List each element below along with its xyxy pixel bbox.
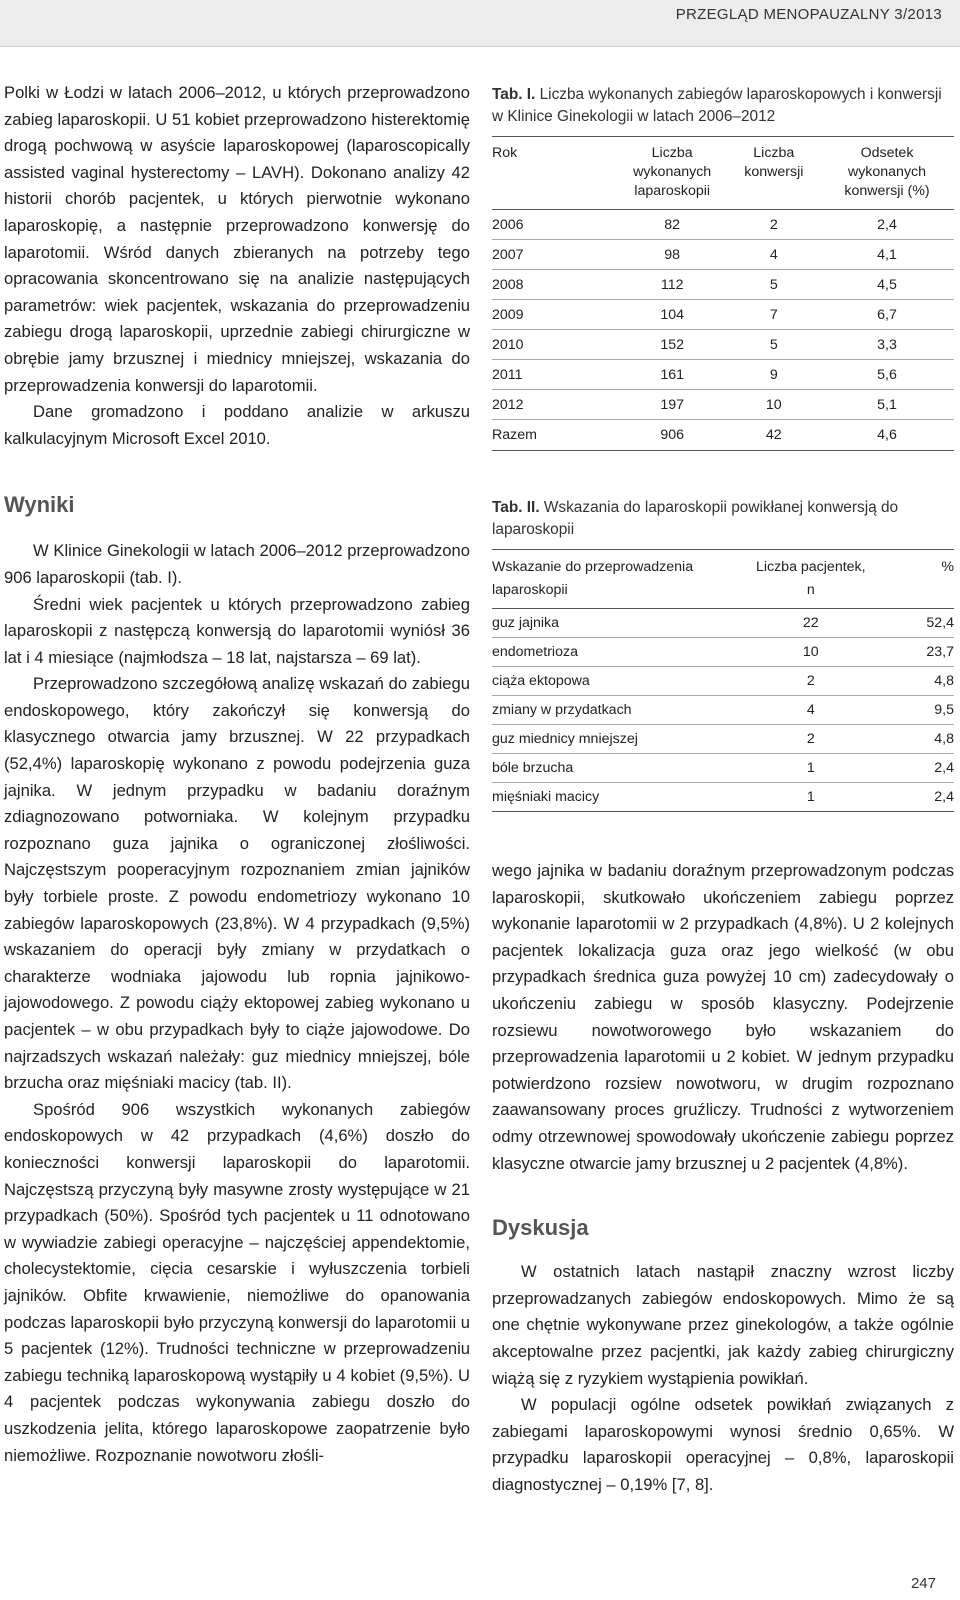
table2-row <box>492 667 954 696</box>
table1-label: Tab. I. <box>492 86 536 103</box>
intro-paragraph: Polki w Łodzi w latach 2006–2012, u których przeprowadzono zabieg laparoskopii. U 51 kobiet przeprowadzono histerektomię drogą pochwową w asyście laparoskopowej (laparoscopically assisted vaginal hysterectomy – LAVH). Dokonano analizy 42 historii chorób pacjentek, u których pierwotnie wykonano laparoskopię, a następnie przeprowadzono konwersję do laparotomii. Wśród danych zbieranych na potrzeby tego opracowania skoncentrowano się na analizie następujących parametrów: wiek pacjentek, wskazania do przeprowadzeniu zabiegu drogą laparoskopii, uprzednie zabiegi chirurgiczne w obrębie jamy brzusznej i miednicy mniejszej, wskazania do przeprowadzenia konwersji do laparotomii. <box>4 83 470 395</box>
table2-count-cell: 10 <box>751 638 871 667</box>
table2-percent-cell: 52,4 <box>871 609 954 638</box>
table1-header-cell: Rok <box>492 137 617 210</box>
table2-indication-cell: endometrioza <box>492 638 751 667</box>
table1-row <box>492 360 954 390</box>
table2-count-cell: 4 <box>751 696 871 725</box>
table2-row <box>492 783 954 812</box>
table2-percent-cell: 2,4 <box>871 754 954 783</box>
table1-count-cell: 197 <box>617 390 728 420</box>
table1-conversion-cell: 7 <box>728 300 820 330</box>
table2-caption-text: Wskazania do laparoskopii powikłanej konwersją do laparoskopii <box>492 499 899 538</box>
table1-count-cell: 161 <box>617 360 728 390</box>
right-column <box>492 84 954 1498</box>
discussion-paragraph: W ostatnich latach nastąpił znaczny wzrost liczby przeprowadzanych zabiegów endoskopowych. Mimo że są one chętnie wykonywane przez ginekologów, a także ogólnie akceptowalne przez pacjentki, jak każdy zabieg chirurgiczny wiążą się z ryzykiem wystąpienia powikłań. <box>492 1262 954 1388</box>
table1-total-count: 906 <box>617 420 728 451</box>
table1-year-cell: 2008 <box>492 270 617 300</box>
results-paragraph: W Klinice Ginekologii w latach 2006–2012 przeprowadzono 906 laparoskopii (tab. I). <box>4 541 470 587</box>
table2-indication-cell: mięśniaki macicy <box>492 783 751 812</box>
table1-conversion-cell: 5 <box>728 330 820 360</box>
table2-header-cell: Wskazanie do przeprowadzenia laparoskopii <box>492 550 751 609</box>
table1-percent-cell: 5,6 <box>820 360 954 390</box>
table1-year-cell: 2010 <box>492 330 617 360</box>
table2-indication-cell: guz miednicy mniejszej <box>492 725 751 754</box>
table1 <box>492 136 954 451</box>
table1-row <box>492 240 954 270</box>
intro-paragraph: Dane gromadzono i poddano analizie w arkuszu kalkulacyjnym Microsoft Excel 2010. <box>4 402 470 448</box>
table1-percent-cell: 5,1 <box>820 390 954 420</box>
table2-indication-cell: ciąża ektopowa <box>492 667 751 696</box>
table1-percent-cell: 2,4 <box>820 210 954 240</box>
results-heading: Wyniki <box>4 492 75 518</box>
table1-year-cell: 2006 <box>492 210 617 240</box>
table2-percent-cell: 4,8 <box>871 725 954 754</box>
table1-year-cell: 2007 <box>492 240 617 270</box>
table1-total-percent: 4,6 <box>820 420 954 451</box>
table1-row <box>492 300 954 330</box>
table2-count-cell: 22 <box>751 609 871 638</box>
table1-year-cell: 2009 <box>492 300 617 330</box>
journal-header <box>0 0 960 47</box>
table2-row <box>492 696 954 725</box>
table1-total-row <box>492 420 954 451</box>
table1-header-cell: Liczba konwersji <box>728 137 820 210</box>
table1-conversion-cell: 2 <box>728 210 820 240</box>
table1-percent-cell: 4,1 <box>820 240 954 270</box>
table1-total-conversion: 42 <box>728 420 820 451</box>
table1-caption <box>492 84 954 128</box>
table2-indication-cell: guz jajnika <box>492 609 751 638</box>
table2-header-cell: % <box>871 550 954 609</box>
continuation-paragraph: wego jajnika w badaniu doraźnym przeprowadzonym podczas laparoskopii, skutkowało ukończeniem zabiegu poprzez wykonanie laparotomii w 2 przypadkach (4,8%). U 2 kolejnych pacjentek lokalizacja guza oraz jego wielkość (w obu przypadkach średnica guza powyżej 10 cm) zadecydowały o ukończeniu zabiegu w sposób klasyczny. Podejrzenie rozsiewu nowotworowego było wskazaniem do przeprowadzenia laparotomii u 2 kobiet. W jednym przypadku potwierdzono rozsiew nowotworu, w drugim rozpoznano zaawansowany proces gruźliczy. Trudności z wytworzeniem odmy otrzewnowej spowodowały ukończenie zabiegu poprzez klasyczne otwarcie jamy brzusznej u 2 pacjentek (4,8%). <box>492 861 954 1173</box>
table1-header-cell: Liczba wykonanych laparoskopii <box>617 137 728 210</box>
table2-count-cell: 2 <box>751 725 871 754</box>
table1-percent-cell: 4,5 <box>820 270 954 300</box>
table2-row <box>492 754 954 783</box>
table1-row <box>492 210 954 240</box>
table1-count-cell: 104 <box>617 300 728 330</box>
journal-title: PRZEGLĄD MENOPAUZALNY 3/2013 <box>675 6 942 23</box>
table2-indication-cell: bóle brzucha <box>492 754 751 783</box>
discussion-heading: Dyskusja <box>492 1215 589 1241</box>
table1-count-cell: 98 <box>617 240 728 270</box>
table2-row <box>492 725 954 754</box>
table2-header-cell: Liczba pacjentek, n <box>751 550 871 609</box>
left-column <box>4 80 470 1469</box>
table2-row <box>492 638 954 667</box>
table1-row <box>492 390 954 420</box>
table1-header-row <box>492 137 954 210</box>
table2-count-cell: 1 <box>751 783 871 812</box>
table1-row <box>492 330 954 360</box>
results-paragraph: Spośród 906 wszystkich wykonanych zabiegów endoskopowych w 42 przypadkach (4,6%) doszło do konieczności konwersji laparoskopii do laparotomii. Najczęstszą przyczyną były masywne zrosty występujące w 21 przypadkach (50%). Spośród tych pacjentek u 11 odnotowano w wywiadzie zabiegi operacyjne – najczęściej appendektomie, cholecystektomie, cięcia cesarskie i wyłuszczenia torbieli jajników. Obfite krwawienie, niemożliwe do opanowania podczas laparoskopii było przyczyną konwersji do laparotomii u 5 pacjentek (12%). Trudności techniczne w przeprowadzeniu zabiegu techniką laparoskopową wystąpiły u 4 kobiet (9,5%). U 4 pacjentek podczas wykonywania zabiegu doszło do uszkodzenia jelita, którego laparoskopowe zaopatrzenie było niemożliwe. Rozpoznanie nowotworu złośli- <box>4 1099 470 1465</box>
table1-count-cell: 152 <box>617 330 728 360</box>
table1-count-cell: 112 <box>617 270 728 300</box>
table1-year-cell: 2011 <box>492 360 617 390</box>
results-paragraph: Średni wiek pacjentek u których przeprowadzono zabieg laparoskopii z następczą konwersją do laparotomii wyniósł 36 lat i 4 miesiące (najmłodsza – 18 lat, najstarsza – 69 lat). <box>4 594 470 667</box>
table2-label: Tab. II. <box>492 499 540 516</box>
table2-indication-cell: zmiany w przydatkach <box>492 696 751 725</box>
table2-percent-cell: 4,8 <box>871 667 954 696</box>
discussion-paragraph: W populacji ogólne odsetek powikłań związanych z zabiegami laparoskopowymi wynosi średnio 0,65%. W przypadku laparoskopii operacyjnej – 0,8%, laparoskopii diagnostycznej – 0,19% [7, 8]. <box>492 1395 954 1494</box>
table1-conversion-cell: 4 <box>728 240 820 270</box>
table2-count-cell: 2 <box>751 667 871 696</box>
table1-caption-text: Liczba wykonanych zabiegów laparoskopowych i konwersji w Klinice Ginekologii w latach 2006–2012 <box>492 86 942 125</box>
table1-percent-cell: 3,3 <box>820 330 954 360</box>
table2-percent-cell: 23,7 <box>871 638 954 667</box>
table2-percent-cell: 9,5 <box>871 696 954 725</box>
table2-caption <box>492 497 954 541</box>
table1-row <box>492 270 954 300</box>
table1-percent-cell: 6,7 <box>820 300 954 330</box>
table1-conversion-cell: 9 <box>728 360 820 390</box>
table2-count-cell: 1 <box>751 754 871 783</box>
results-paragraph: Przeprowadzono szczegółową analizę wskazań do zabiegu endoskopowego, który zakończył się konwersją do klasycznego otwarcia jamy brzusznej. W 22 przypadkach (52,4%) laparoskopię wykonano z powodu podejrzenia guza jajnika. W jednym przypadku w badaniu doraźnym zdiagnozowano potworniaka. W kolejnym przypadku rozpoznano guza jajnika o ograniczonej złośliwości. Najczęstszym pooperacyjnym rozpoznaniem zmian jajników były torbiele proste. Z powodu endometriozy wykonano 10 zabiegów laparoskopowych (23,8%). W 4 przypadkach (9,5%) wskazaniem do operacji były zmiany w przydatkach o charakterze wodniaka jajowodu lub ropnia jajnikowo-jajowodowego. Z powodu ciąży ektopowej zabieg wykonano u pacjentek – w obu przypadkach były to ciąże jajowodowe. Do najrzadszych wskazań należały: guz miednicy mniejszej, bóle brzucha oraz mięśniaki macicy (tab. II). <box>4 674 470 1093</box>
table2-row <box>492 609 954 638</box>
page-number: 247 <box>910 1575 936 1592</box>
table1-conversion-cell: 10 <box>728 390 820 420</box>
table1-conversion-cell: 5 <box>728 270 820 300</box>
table1-year-cell: 2012 <box>492 390 617 420</box>
table2-header-row <box>492 550 954 609</box>
table1-count-cell: 82 <box>617 210 728 240</box>
table1-header-cell: Odsetek wykonanych konwersji (%) <box>820 137 954 210</box>
table1-total-label: Razem <box>492 420 617 451</box>
table2-percent-cell: 2,4 <box>871 783 954 812</box>
table2 <box>492 549 954 812</box>
